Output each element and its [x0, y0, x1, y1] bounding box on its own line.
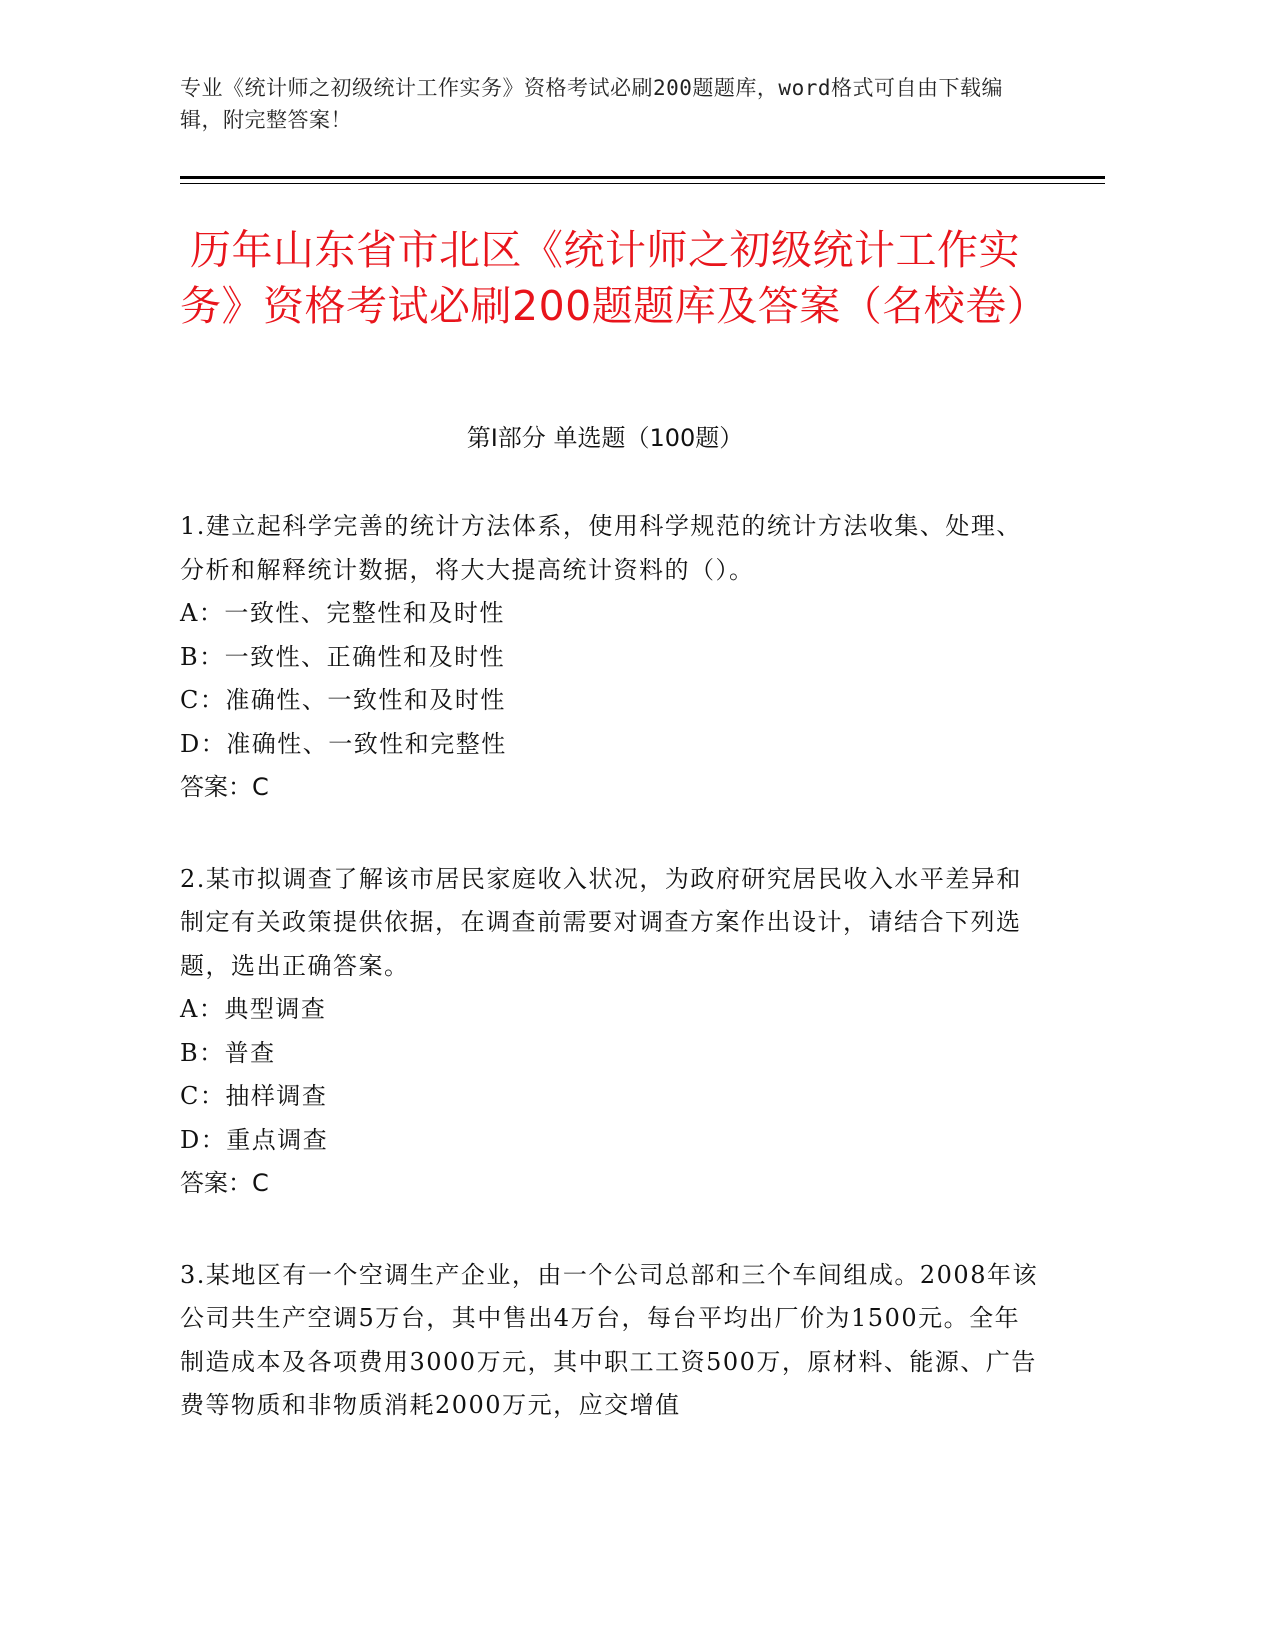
- question-stem: 2.某市拟调查了解该市居民家庭收入状况，为政府研究居民收入水平差异和制定有关政策提供依据，在调查前需要对调查方案作出设计，请结合下列选题，选出正确答案。: [180, 864, 1022, 980]
- answer: 答案：C: [180, 1169, 269, 1197]
- option-d: D：重点调查: [180, 1125, 329, 1154]
- document-title: 历年山东省市北区《统计师之初级统计工作实务》资格考试必刷200题题库及答案（名校卷）: [180, 226, 1049, 330]
- section-title: 第Ⅰ部分 单选题（100题）: [466, 424, 744, 452]
- option-b: B：普查: [180, 1038, 276, 1067]
- question-3: [180, 1254, 1040, 1428]
- option-d: D：准确性、一致性和完整性: [180, 729, 507, 758]
- question-1: [180, 505, 1040, 810]
- option-b: B：一致性、正确性和及时性: [180, 642, 506, 671]
- header-divider-thin: [180, 183, 1105, 184]
- question-list: [180, 505, 1040, 1476]
- question-stem: 3.某地区有一个空调生产企业，由一个公司总部和三个车间组成。2008年该公司共生产空调5万台，其中售出4万台，每台平均出厂价为1500元。全年制造成本及各项费用3000万元，其中职工工资500万，原材料、能源、广告费等物质和非物质消耗2000万元，应交增值: [180, 1260, 1038, 1419]
- header-note: 专业《统计师之初级统计工作实务》资格考试必刷200题题库，word格式可自由下载编辑，附完整答案！: [180, 76, 1003, 132]
- question-2: [180, 858, 1040, 1206]
- option-a: A：一致性、完整性和及时性: [180, 599, 505, 627]
- answer: 答案：C: [180, 773, 269, 801]
- option-c: C：准确性、一致性和及时性: [180, 686, 506, 714]
- header-divider-thick: [180, 176, 1105, 179]
- option-a: A：典型调查: [180, 995, 327, 1023]
- question-stem: 1.建立起科学完善的统计方法体系，使用科学规范的统计方法收集、处理、分析和解释统计数据，将大大提高统计资料的（）。: [180, 512, 1022, 584]
- option-c: C：抽样调查: [180, 1082, 328, 1110]
